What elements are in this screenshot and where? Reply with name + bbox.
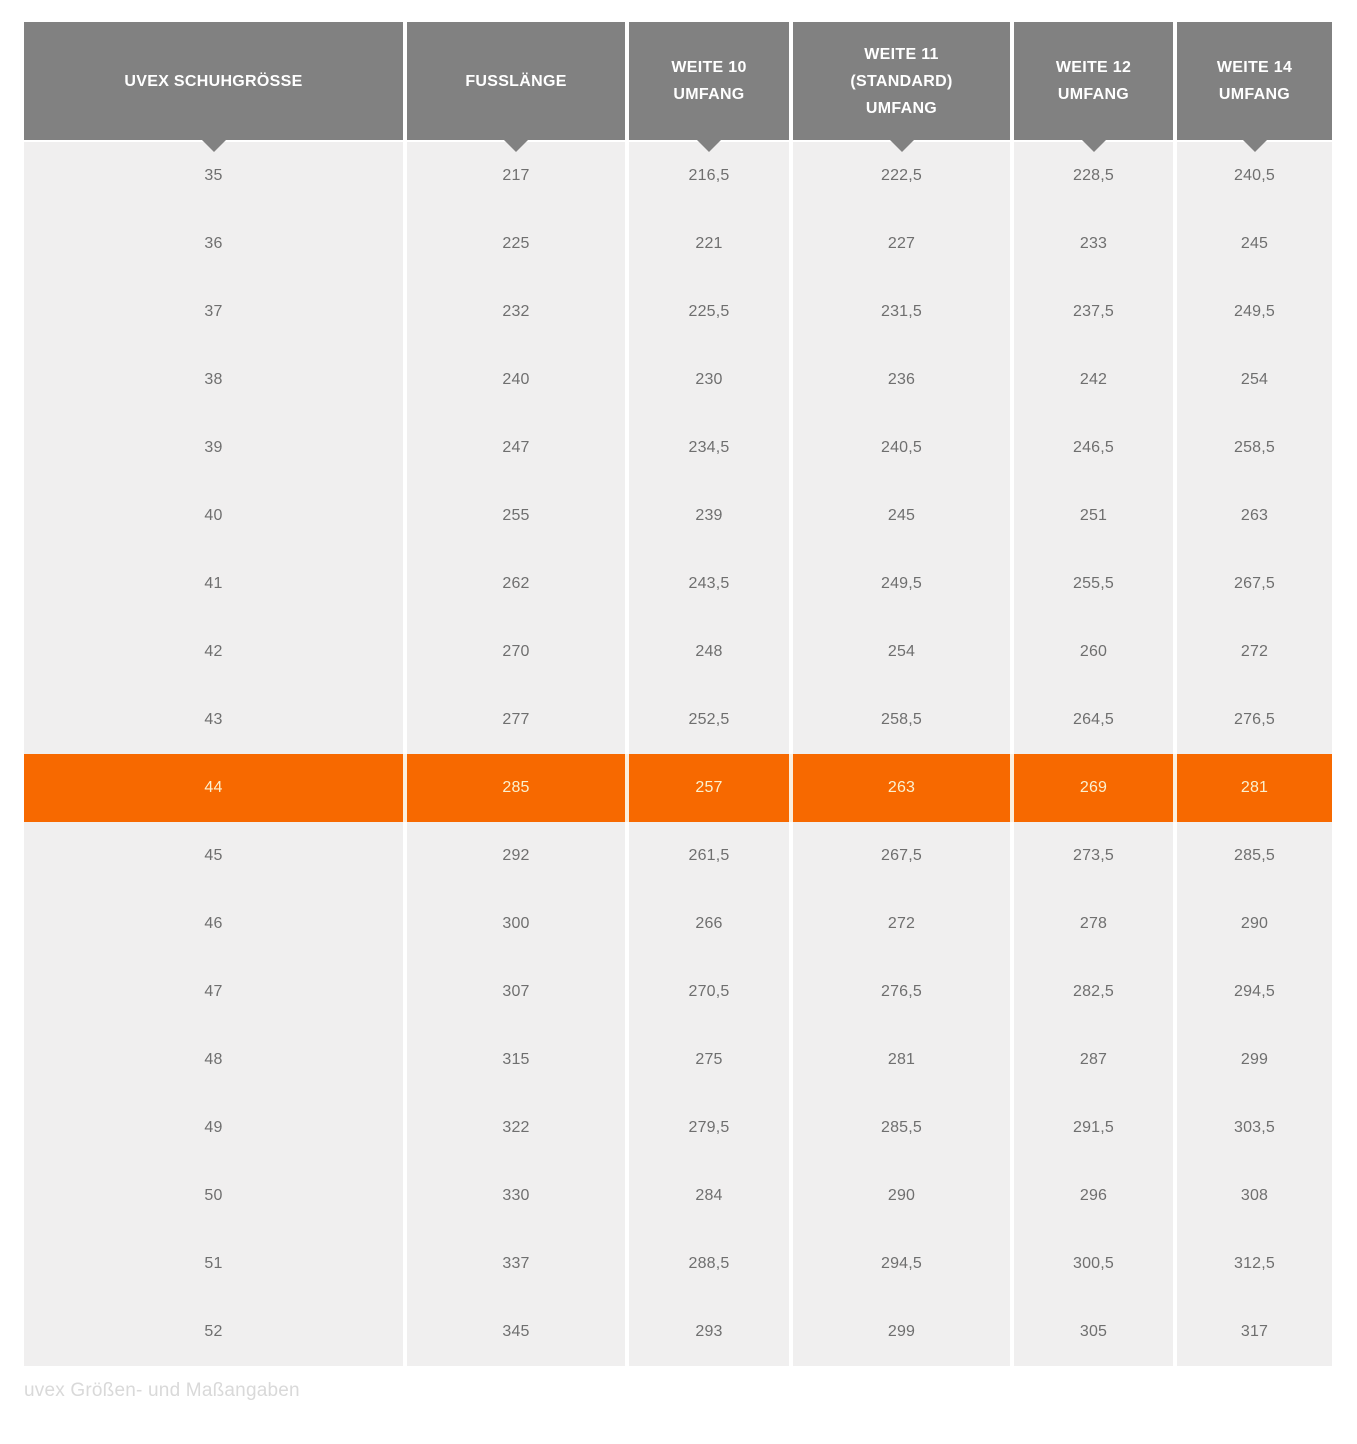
table-cell: 276,5 (793, 958, 1010, 1026)
table-cell: 43 (24, 686, 403, 754)
table-cell: 285 (407, 754, 625, 822)
table-cell: 299 (793, 1298, 1010, 1366)
table-cell: 48 (24, 1026, 403, 1094)
table-cell: 269 (1014, 754, 1173, 822)
table-cell: 245 (1177, 210, 1332, 278)
table-cell: 299 (1177, 1026, 1332, 1094)
table-row[interactable] (24, 686, 1332, 754)
table-cell: 237,5 (1014, 278, 1173, 346)
table-cell: 47 (24, 958, 403, 1026)
table-cell: 337 (407, 1230, 625, 1298)
table-cell: 42 (24, 618, 403, 686)
table-cell: 227 (793, 210, 1010, 278)
table-row[interactable] (24, 890, 1332, 958)
table-row[interactable] (24, 414, 1332, 482)
table-cell: 240,5 (1177, 142, 1332, 210)
table-cell: 35 (24, 142, 403, 210)
table-cell: 258,5 (1177, 414, 1332, 482)
table-cell: 225 (407, 210, 625, 278)
table-cell: 222,5 (793, 142, 1010, 210)
table-caption: uvex Größen- und Maßangaben (24, 1380, 300, 1401)
table-cell: 36 (24, 210, 403, 278)
table-cell: 281 (1177, 754, 1332, 822)
table-cell: 39 (24, 414, 403, 482)
table-cell: 266 (629, 890, 789, 958)
table-cell: 317 (1177, 1298, 1332, 1366)
table-row-selected[interactable] (24, 754, 1332, 822)
table-cell: 322 (407, 1094, 625, 1162)
table-row[interactable] (24, 1162, 1332, 1230)
column-header-label: WEITE 14 (1216, 59, 1293, 76)
table-cell: 272 (793, 890, 1010, 958)
table-row[interactable] (24, 958, 1332, 1026)
table-row[interactable] (24, 1230, 1332, 1298)
table-cell: 52 (24, 1298, 403, 1366)
table-row[interactable] (24, 346, 1332, 414)
table-cell: 225,5 (629, 278, 789, 346)
table-cell: 40 (24, 482, 403, 550)
table-cell: 263 (793, 754, 1010, 822)
table-cell: 270,5 (629, 958, 789, 1026)
header-arrow-down-icon (1082, 140, 1106, 152)
table-row[interactable] (24, 1298, 1332, 1366)
table-cell: 285,5 (793, 1094, 1010, 1162)
table-cell: 232 (407, 278, 625, 346)
column-header-label: UMFANG (1218, 86, 1291, 103)
table-cell: 294,5 (1177, 958, 1332, 1026)
header-arrow-down-icon (504, 140, 528, 152)
table-row[interactable] (24, 1026, 1332, 1094)
table-row[interactable] (24, 210, 1332, 278)
table-cell: 221 (629, 210, 789, 278)
table-cell: 291,5 (1014, 1094, 1173, 1162)
table-cell: 240,5 (793, 414, 1010, 482)
table-cell: 290 (793, 1162, 1010, 1230)
column-header-1 (24, 22, 403, 140)
table-cell: 260 (1014, 618, 1173, 686)
table-cell: 257 (629, 754, 789, 822)
table-row[interactable] (24, 618, 1332, 686)
table-cell: 240 (407, 346, 625, 414)
table-header-row (24, 22, 1332, 140)
table-row[interactable] (24, 278, 1332, 346)
table-cell: 262 (407, 550, 625, 618)
table-cell: 315 (407, 1026, 625, 1094)
table-cell: 330 (407, 1162, 625, 1230)
table-cell: 245 (793, 482, 1010, 550)
column-header-4 (793, 22, 1010, 140)
table-cell: 277 (407, 686, 625, 754)
table-cell: 290 (1177, 890, 1332, 958)
column-header-label: UMFANG (1057, 86, 1130, 103)
table-cell: 345 (407, 1298, 625, 1366)
column-header-6 (1177, 22, 1332, 140)
table-row[interactable] (24, 550, 1332, 618)
table-cell: 216,5 (629, 142, 789, 210)
table-cell: 284 (629, 1162, 789, 1230)
header-arrow-down-icon (202, 140, 226, 152)
table-cell: 246,5 (1014, 414, 1173, 482)
table-cell: 281 (793, 1026, 1010, 1094)
table-cell: 228,5 (1014, 142, 1173, 210)
table-cell: 251 (1014, 482, 1173, 550)
table-cell: 255 (407, 482, 625, 550)
table-cell: 247 (407, 414, 625, 482)
table-cell: 294,5 (793, 1230, 1010, 1298)
column-header-label: WEITE 12 (1055, 59, 1132, 76)
table-cell: 278 (1014, 890, 1173, 958)
table-cell: 231,5 (793, 278, 1010, 346)
table-cell: 252,5 (629, 686, 789, 754)
table-cell: 50 (24, 1162, 403, 1230)
column-header-label: (STANDARD) (850, 72, 953, 90)
table-cell: 292 (407, 822, 625, 890)
table-cell: 307 (407, 958, 625, 1026)
table-cell: 296 (1014, 1162, 1173, 1230)
table-cell: 248 (629, 618, 789, 686)
table-cell: 243,5 (629, 550, 789, 618)
table-cell: 44 (24, 754, 403, 822)
table-cell: 255,5 (1014, 550, 1173, 618)
table-cell: 217 (407, 142, 625, 210)
column-header-3 (629, 22, 789, 140)
column-header-label: UMFANG (865, 99, 938, 117)
table-cell: 45 (24, 822, 403, 890)
table-cell: 293 (629, 1298, 789, 1366)
table-cell: 37 (24, 278, 403, 346)
table-cell: 41 (24, 550, 403, 618)
table-cell: 273,5 (1014, 822, 1173, 890)
table-row[interactable] (24, 482, 1332, 550)
table-cell: 239 (629, 482, 789, 550)
table-cell: 38 (24, 346, 403, 414)
table-cell: 312,5 (1177, 1230, 1332, 1298)
table-cell: 230 (629, 346, 789, 414)
table-cell: 275 (629, 1026, 789, 1094)
table-cell: 303,5 (1177, 1094, 1332, 1162)
column-header-label: UVEX SCHUHGRÖSSE (124, 72, 303, 90)
table-cell: 287 (1014, 1026, 1173, 1094)
table-row[interactable] (24, 142, 1332, 210)
table-row[interactable] (24, 822, 1332, 890)
table-cell: 263 (1177, 482, 1332, 550)
table-cell: 249,5 (793, 550, 1010, 618)
table-cell: 300,5 (1014, 1230, 1173, 1298)
table-cell: 249,5 (1177, 278, 1332, 346)
table-cell: 254 (793, 618, 1010, 686)
table-cell: 276,5 (1177, 686, 1332, 754)
table-cell: 46 (24, 890, 403, 958)
table-cell: 51 (24, 1230, 403, 1298)
table-row[interactable] (24, 1094, 1332, 1162)
table-cell: 285,5 (1177, 822, 1332, 890)
header-arrow-down-icon (697, 140, 721, 152)
table-body (24, 142, 1332, 1366)
table-cell: 279,5 (629, 1094, 789, 1162)
table-cell: 267,5 (1177, 550, 1332, 618)
header-arrow-down-icon (1243, 140, 1267, 152)
header-arrow-down-icon (890, 140, 914, 152)
table-cell: 308 (1177, 1162, 1332, 1230)
table-cell: 270 (407, 618, 625, 686)
table-cell: 305 (1014, 1298, 1173, 1366)
column-header-label: UMFANG (673, 86, 745, 103)
column-header-label: WEITE 11 (864, 45, 939, 63)
table-cell: 234,5 (629, 414, 789, 482)
table-cell: 242 (1014, 346, 1173, 414)
table-cell: 300 (407, 890, 625, 958)
table-cell: 236 (793, 346, 1010, 414)
table-cell: 288,5 (629, 1230, 789, 1298)
column-header-label: WEITE 10 (671, 59, 747, 76)
size-chart (24, 22, 1332, 1402)
table-cell: 272 (1177, 618, 1332, 686)
column-header-label: FUSSLÄNGE (465, 72, 567, 90)
table-cell: 258,5 (793, 686, 1010, 754)
column-header-2 (407, 22, 625, 140)
table-cell: 233 (1014, 210, 1173, 278)
table-cell: 254 (1177, 346, 1332, 414)
column-header-5 (1014, 22, 1173, 140)
table-cell: 261,5 (629, 822, 789, 890)
table-cell: 282,5 (1014, 958, 1173, 1026)
table-cell: 49 (24, 1094, 403, 1162)
table-cell: 264,5 (1014, 686, 1173, 754)
table-cell: 267,5 (793, 822, 1010, 890)
